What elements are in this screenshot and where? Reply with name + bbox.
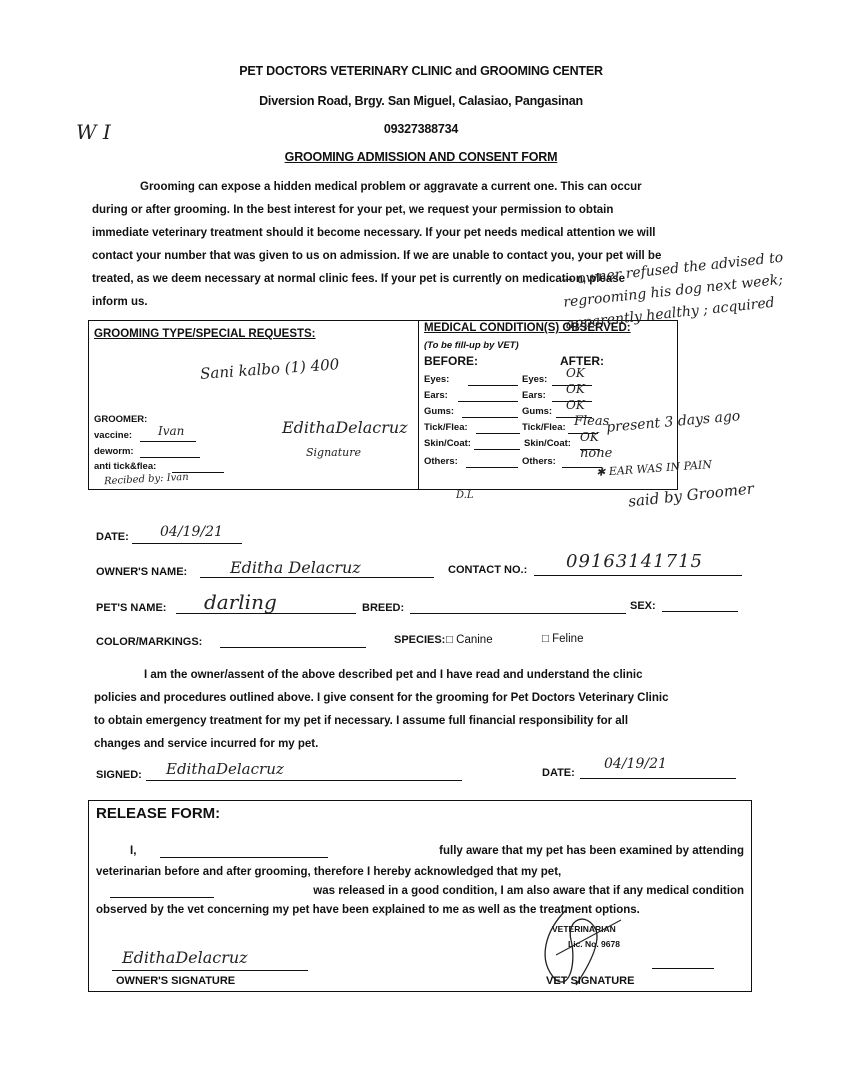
vet-signature-line[interactable]: [652, 968, 714, 969]
consent-date-label: DATE:: [542, 767, 575, 779]
intro-line: immediate veterinary treatment should it become necessary. If your pet needs medical attention we will: [92, 227, 656, 239]
before-tickflea-line[interactable]: [476, 433, 520, 434]
after-skincoat-value[interactable]: OK: [580, 430, 599, 444]
consent-date-line: [580, 778, 736, 779]
after-ears-value[interactable]: OK: [566, 382, 585, 396]
after-label: AFTER:: [560, 354, 604, 368]
grooming-medical-box: [88, 320, 678, 490]
pet-name-value[interactable]: darling: [204, 590, 277, 614]
signed-value[interactable]: EdithaDelacruz: [166, 760, 284, 778]
deworm-label: deworm:: [94, 446, 134, 457]
consent-date-value[interactable]: 04/19/21: [604, 756, 667, 772]
before-gums-line[interactable]: [462, 417, 518, 418]
intro-line: Grooming can expose a hidden medical problem or aggravate a current one. This can occur: [140, 181, 642, 193]
signed-line: [146, 780, 462, 781]
after-gums-value[interactable]: OK: [566, 398, 585, 412]
after-gums: Gums:: [522, 406, 553, 417]
release-pet-line[interactable]: [110, 897, 214, 898]
medical-title: MEDICAL CONDITION(S) OBSERVED:: [424, 322, 631, 334]
form-title: GROOMING ADMISSION AND CONSENT FORM: [284, 150, 558, 164]
owner-signature-line: [112, 970, 308, 971]
before-skincoat-line[interactable]: [474, 449, 520, 450]
before-others: Others:: [424, 456, 458, 467]
after-eyes-value[interactable]: OK: [566, 366, 585, 380]
consent-line: policies and procedures outlined above. I give consent for the grooming for Pet Doctors Veterinary Clinic: [94, 692, 669, 704]
after-tickflea: Tick/Flea:: [522, 422, 566, 433]
release-line3: was released in a good condition, I am also aware that if any medical condition: [313, 885, 744, 897]
grooming-request: Sani kalbo (1) 400: [199, 355, 340, 383]
consent-paragraph: [94, 664, 742, 756]
signature-note: Signature: [306, 446, 362, 459]
after-eyes: Eyes:: [522, 374, 548, 385]
grooming-title: GROOMING TYPE/SPECIAL REQUESTS:: [94, 328, 316, 340]
feline-checkbox[interactable]: □ Feline: [542, 633, 584, 645]
breed-line[interactable]: [410, 613, 626, 614]
clinic-address: Diversion Road, Brgy. San Miguel, Calasiao, Pangasinan: [259, 94, 583, 108]
fleas-note: present 3 days ago: [605, 408, 741, 436]
antitick-label: anti tick&flea:: [94, 461, 157, 472]
clinic-name: PET DOCTORS VETERINARY CLINIC and GROOMING CENTER: [239, 64, 603, 78]
box-divider: [418, 320, 419, 490]
release-line1: fully aware that my pet has been examined by attending: [439, 845, 744, 857]
vet-stamp-license: Lic. No. 9678: [568, 939, 620, 949]
before-tickflea: Tick/Flea:: [424, 422, 468, 433]
date-line: [132, 543, 242, 544]
before-skincoat: Skin/Coat:: [424, 438, 471, 449]
clinic-phone: 09327388734: [383, 122, 459, 136]
pet-name-label: PET'S NAME:: [96, 602, 167, 614]
before-ears: Ears:: [424, 390, 448, 401]
after-ears: Ears:: [522, 390, 546, 401]
owner-refused-note: → owner refused the advised to regrooming his dog next week; apparently healthy ; acquired: [560, 249, 784, 333]
color-label: COLOR/MARKINGS:: [96, 636, 203, 648]
color-line[interactable]: [220, 647, 366, 648]
owner-name-label: OWNER'S NAME:: [96, 566, 188, 578]
before-eyes-line[interactable]: [468, 385, 518, 386]
medical-initials: D.L: [456, 490, 474, 501]
deworm-line[interactable]: [140, 457, 200, 458]
date-label: DATE:: [96, 531, 129, 543]
signed-label: SIGNED:: [96, 769, 142, 781]
vet-stamp-title: VETERINARIAN: [552, 924, 616, 934]
consent-line: to obtain emergency treatment for my pet if necessary. I assume full financial responsibility for all: [94, 715, 629, 727]
sex-line[interactable]: [662, 611, 738, 612]
handwritten-wi: W I: [76, 120, 111, 144]
before-ears-line[interactable]: [458, 401, 518, 402]
contact-line: [534, 575, 742, 576]
contact-value[interactable]: 09163141715: [566, 551, 703, 572]
intro-line: inform us.: [92, 296, 148, 308]
breed-label: BREED:: [362, 602, 405, 614]
after-others: Others:: [522, 456, 556, 467]
release-title: RELEASE FORM:: [96, 805, 221, 822]
vaccine-label: vaccine:: [94, 430, 133, 441]
after-tickflea-value[interactable]: Fleas: [574, 414, 610, 429]
owner-name-value[interactable]: Editha Delacruz: [230, 558, 361, 577]
after-skincoat: Skin/Coat:: [524, 438, 571, 449]
before-gums: Gums:: [424, 406, 455, 417]
before-others-line[interactable]: [466, 467, 518, 468]
groomer-label: GROOMER:: [94, 414, 148, 425]
sex-label: SEX:: [630, 600, 656, 612]
vet-signature-label: VET SIGNATURE: [546, 975, 635, 987]
contact-label: CONTACT NO.:: [448, 564, 528, 576]
grooming-owner-signature: EdithaDelacruz: [282, 418, 408, 437]
vaccine-line: [140, 441, 196, 442]
ear-pain-note: ✱ EAR WAS IN PAIN: [595, 457, 713, 480]
release-line4: observed by the vet concerning my pet have been explained to me as well as the treatment options.: [96, 904, 640, 916]
before-eyes: Eyes:: [424, 374, 450, 385]
release-line2: veterinarian before and after grooming, therefore I hereby acknowledged that my pet,: [96, 866, 562, 878]
release-owner-signature[interactable]: EdithaDelacruz: [122, 948, 248, 967]
before-label: BEFORE:: [424, 354, 478, 368]
consent-line: changes and service incurred for my pet.: [94, 738, 319, 750]
species-label: SPECIES:: [394, 634, 446, 646]
received-by: Recibed by: Ivan: [103, 471, 189, 488]
medical-subtitle: (To be fill-up by VET): [424, 340, 519, 351]
owner-name-line: [200, 577, 434, 578]
after-others-value[interactable]: none: [580, 446, 613, 461]
canine-checkbox[interactable]: □ Canine: [446, 634, 493, 646]
release-name-line[interactable]: [160, 857, 328, 858]
release-i: I,: [130, 845, 137, 857]
owner-signature-label: OWNER'S SIGNATURE: [116, 975, 236, 987]
said-by-note: said by Groomer: [627, 479, 755, 511]
date-value[interactable]: 04/19/21: [160, 524, 223, 540]
intro-line: treated, as we deem necessary at normal clinic fees. If your pet is currently on medication, please: [92, 273, 626, 285]
intro-line: contact your number that was given to us on admission. If we are unable to contact you, your pet will be: [92, 250, 662, 262]
vaccine-value[interactable]: Ivan: [158, 424, 185, 438]
consent-line: I am the owner/assent of the above described pet and I have read and understand the clinic: [144, 669, 643, 681]
intro-line: during or after grooming. In the best interest for your pet, we request your permission to obtain: [92, 204, 614, 216]
